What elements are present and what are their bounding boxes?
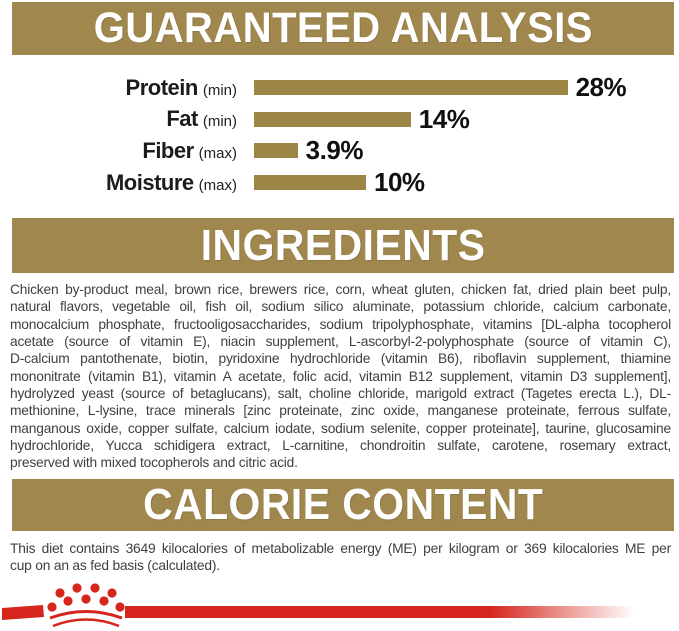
- text-line: acetate (source of vitamin E), niacin supplement, L-ascorbyl-2-polyphosphate (source of vitamin C),: [10, 334, 671, 350]
- category-label: [0, 170, 237, 196]
- calorie-content-title: CALORIE CONTENT: [142, 480, 544, 529]
- ingredients-title: INGREDIENTS: [200, 220, 486, 270]
- text-line: cup on an as fed basis (calculated).: [10, 558, 220, 574]
- text-line: hydrolyzed yeast (source of betaglucans), salt, choline chloride, marigold extract (Tagetes erecta L.), DL-: [10, 386, 671, 402]
- crown-left-bar: [2, 605, 44, 620]
- category-qualifier: (max): [198, 144, 237, 162]
- ingredients-banner: [12, 218, 674, 273]
- guaranteed-analysis-title: GUARANTEED ANALYSIS: [93, 4, 593, 52]
- text-line: monocalcium phosphate, fructooligosaccharides, sodium tripolyphosphate, vitamins [DL-alpha tocopherol: [10, 316, 671, 332]
- text-line: This diet contains 3649 kilocalories of metabolizable energy (ME) per kilogram or 369 kilocalories ME per: [10, 541, 671, 556]
- crown-dots: [47, 583, 124, 611]
- category-name: Protein: [125, 74, 198, 100]
- logo-red-stripe: [125, 606, 645, 618]
- calorie-content-banner: [12, 479, 674, 531]
- text-line: mononitrate (vitamin B1), vitamin A acetate, folic acid, vitamin B12 supplement, vitamin D3 supplement],: [10, 368, 671, 384]
- value-label: 3.9%: [305, 135, 363, 166]
- value-bar: [254, 112, 411, 127]
- calorie-content-text: [10, 540, 671, 575]
- category-qualifier: (min): [202, 113, 237, 131]
- value-bar: [254, 175, 366, 190]
- category-name: Fiber: [142, 137, 194, 163]
- chart-row: [0, 135, 679, 167]
- text-line: hydrochloride, Yucca schidigera extract, L-carnitine, chondroitin sulfate, carotene, rosemary extract,: [10, 438, 671, 454]
- text-line: manganous oxide, copper sulfate, calcium iodate, sodium selenite, copper proteinate], taurine, glucosamine: [10, 420, 671, 436]
- category-qualifier: (max): [198, 176, 237, 194]
- guaranteed-analysis-banner: [12, 2, 674, 55]
- chart-row: [0, 72, 679, 104]
- text-line: Chicken by-product meal, brown rice, brewers rice, corn, wheat gluten, chicken fat, dried plain beet pulp,: [10, 282, 671, 297]
- category-qualifier: (min): [202, 81, 237, 99]
- analysis-chart: [0, 72, 679, 198]
- category-name: Moisture: [105, 169, 194, 195]
- category-label: [0, 138, 237, 164]
- text-line: preserved with mixed tocopherols and citric acid.: [10, 455, 298, 471]
- category-label: [0, 106, 237, 132]
- royal-canin-crown-icon: [0, 581, 190, 631]
- value-bar: [254, 80, 568, 95]
- crown-band: [50, 612, 122, 627]
- category-name: Fat: [166, 106, 198, 132]
- text-line: D-calcium pantothenate, biotin, pyridoxine hydrochloride (vitamin B6), riboflavin supplement, thiamine: [10, 351, 671, 367]
- text-line: natural flavors, vegetable oil, fish oil, sodium silico aluminate, potassium chloride, calcium carbonate,: [10, 299, 671, 315]
- value-bar: [254, 143, 298, 158]
- value-label: 10%: [374, 167, 425, 198]
- chart-row: [0, 104, 679, 136]
- chart-row: [0, 167, 679, 199]
- ingredients-text: [10, 281, 671, 472]
- text-line: methionine, L-lysine, trace minerals [zinc proteinate, zinc oxide, manganese proteinate, ferrous sulfate,: [10, 403, 671, 419]
- category-label: [0, 75, 237, 101]
- value-label: 28%: [575, 72, 627, 103]
- value-label: 14%: [418, 103, 470, 134]
